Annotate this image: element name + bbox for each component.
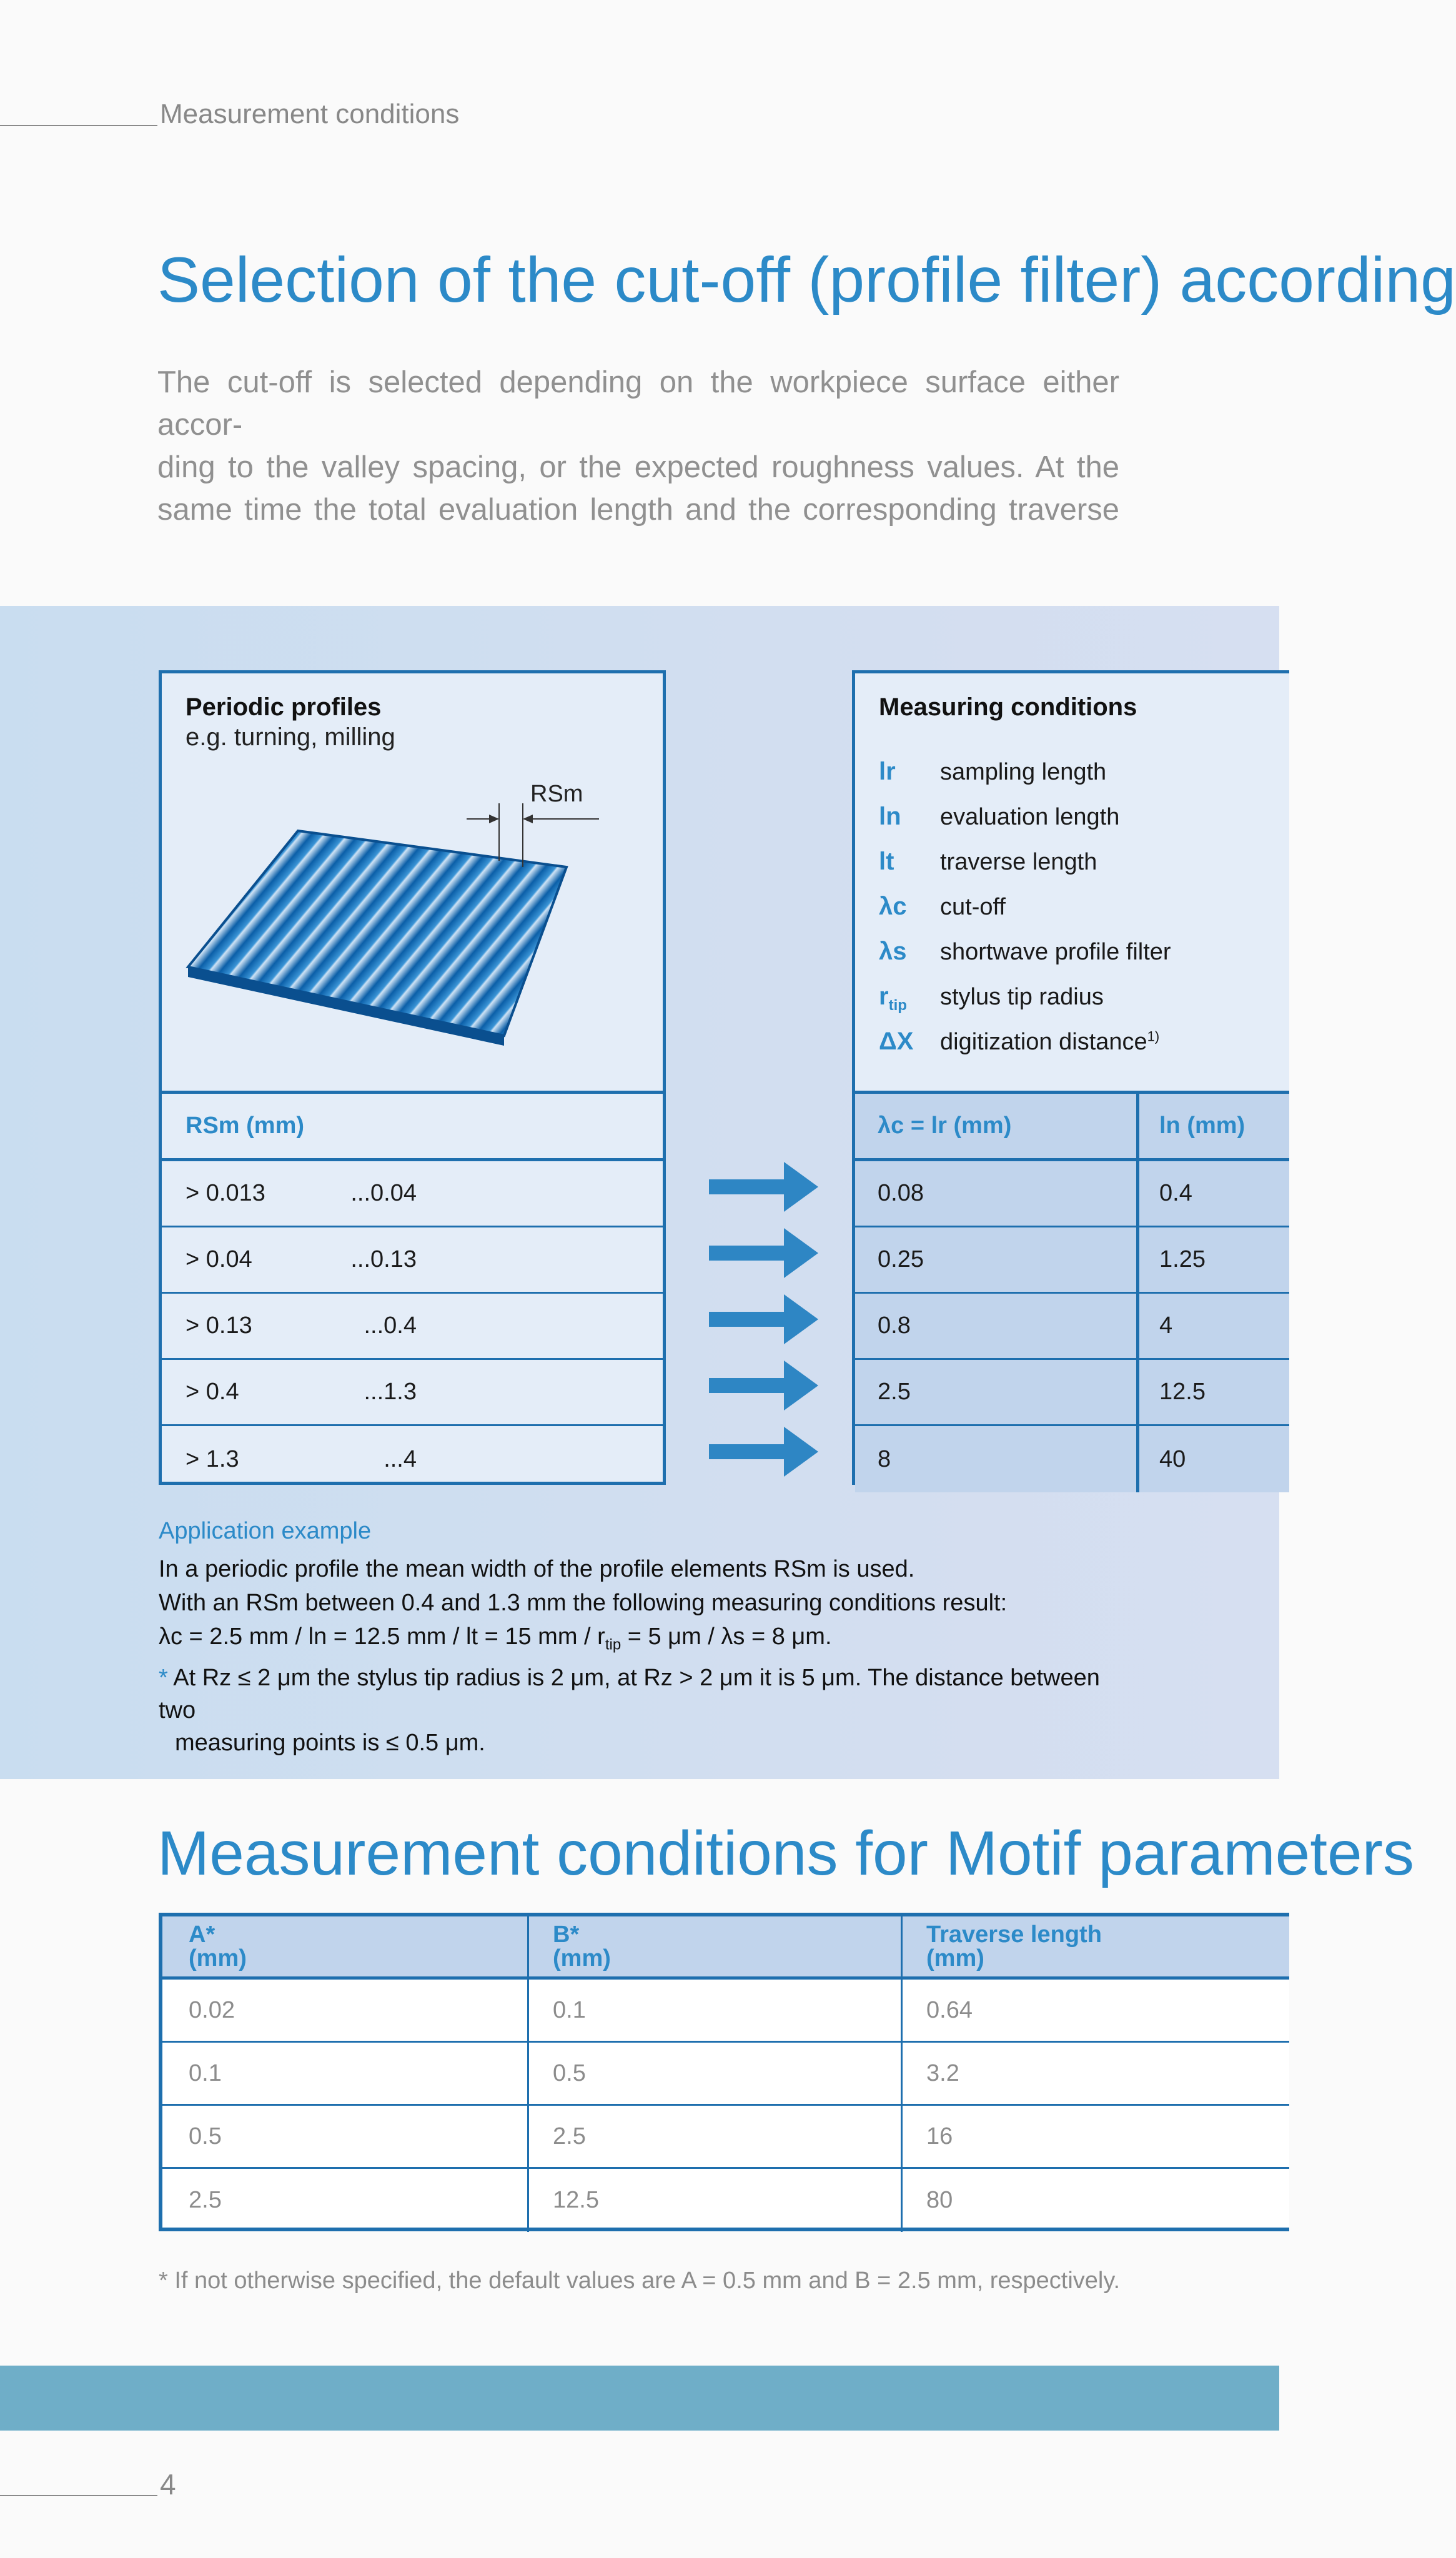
definition-item (879, 758, 1106, 786)
page-number: 4 (160, 2468, 176, 2501)
application-line: In a periodic profile the mean width of the profile elements RSm is used. (159, 1556, 915, 1582)
header-unit: (mm) (189, 1945, 247, 1971)
motif-row (162, 2106, 1289, 2169)
traverse-value: 0.64 (926, 1996, 973, 2023)
application-line3-a: λc = 2.5 mm / ln = 12.5 mm / lt = 15 mm / r (159, 1624, 605, 1650)
rsm-to: ...0.13 (350, 1246, 417, 1272)
a-value: 0.5 (162, 2106, 529, 2167)
application-line3-b: = 5 μm / λs = 8 μm. (621, 1624, 832, 1650)
motif-table-header (162, 1916, 1289, 1980)
footnote (159, 1662, 1133, 1759)
cutoff-value: 8 (855, 1426, 1139, 1492)
arrow-right-icon (709, 1162, 818, 1212)
b-value: 0.1 (529, 1980, 903, 2041)
symbol-subscript: tip (888, 997, 907, 1014)
rsm-from: > 0.04 (186, 1246, 252, 1272)
conditions-row (855, 1227, 1289, 1294)
rsm-from: > 0.013 (186, 1180, 265, 1206)
footnote-marker: 1) (1147, 1028, 1160, 1044)
rsm-to: ...4 (384, 1445, 417, 1472)
definition-symbol: ln (879, 803, 901, 830)
definition-symbol: ΔX (879, 1028, 914, 1055)
rsm-to: ...0.04 (350, 1180, 417, 1206)
intro-line: same time the total evaluation length and the corresponding traverse (157, 493, 1119, 527)
header-cutoff: λc = lr (mm) (855, 1094, 1139, 1158)
header-unit: (mm) (926, 1945, 984, 1971)
definition-text: cut-off (940, 894, 1006, 920)
footnote-star: * (159, 1665, 168, 1691)
ln-value: 40 (1159, 1445, 1186, 1472)
header-traverse (903, 1916, 1289, 1976)
traverse-value: 3.2 (926, 2060, 959, 2086)
conditions-row (855, 1161, 1289, 1227)
header-label: A* (189, 1921, 215, 1948)
b-value: 12.5 (529, 2169, 903, 2232)
rsm-arrowhead-left (489, 815, 499, 823)
rsm-row (162, 1426, 663, 1492)
header-label: B* (553, 1921, 580, 1948)
rsm-from: > 1.3 (186, 1445, 239, 1472)
definition-item (879, 983, 1104, 1014)
footnote-text-1: At Rz ≤ 2 μm the stylus tip radius is 2 μm, at Rz > 2 μm it is 5 μm. The distance between two (159, 1665, 1100, 1723)
ln-value: 12.5 (1159, 1379, 1206, 1405)
a-value: 2.5 (162, 2169, 529, 2232)
rsm-from: > 0.4 (186, 1379, 239, 1405)
intro-paragraph (157, 361, 1119, 531)
arrow-right-icon (709, 1361, 818, 1410)
rsm-to: ...0.4 (364, 1312, 417, 1339)
page-number-rule (0, 2495, 157, 2496)
traverse-value: 16 (926, 2123, 953, 2149)
cutoff-value: 0.8 (855, 1294, 1139, 1358)
ln-value: 1.25 (1159, 1246, 1206, 1272)
section-title: Measurement conditions for Motif parameters (157, 1818, 1414, 1888)
application-line3-sub: tip (605, 1636, 622, 1653)
rsm-row (162, 1227, 663, 1294)
rsm-arrowhead-right (523, 815, 533, 823)
motif-row (162, 2169, 1289, 2232)
header-a (162, 1916, 529, 1976)
definition-item (879, 893, 1006, 921)
panel-title: Periodic profiles (186, 693, 382, 721)
periodic-profiles-panel (159, 670, 666, 1485)
definition-text: shortwave profile filter (940, 939, 1171, 965)
rsm-column-header: RSm (mm) (162, 1094, 663, 1161)
header-label: Traverse length (926, 1921, 1102, 1948)
definition-symbol: λc (879, 893, 907, 920)
conditions-row (855, 1294, 1289, 1360)
symbol-base: r (879, 983, 889, 1010)
arrow-right-icon (709, 1427, 818, 1477)
definition-text: sampling length (940, 759, 1107, 785)
intro-line: The cut-off is selected depending on the workpiece surface either accor- (157, 365, 1119, 442)
measuring-conditions-panel (852, 670, 1289, 1485)
panel-subtitle: e.g. turning, milling (186, 723, 395, 751)
motif-row (162, 1980, 1289, 2043)
footnote-text-2: measuring points is ≤ 0.5 μm. (175, 1730, 485, 1756)
corrugated-surface-illustration (162, 673, 669, 1091)
panel-title: Measuring conditions (879, 693, 1137, 721)
b-value: 0.5 (529, 2043, 903, 2104)
intro-line: ding to the valley spacing, or the expected roughness values. At the (157, 450, 1119, 484)
arrow-right-icon (709, 1228, 818, 1278)
rsm-row (162, 1161, 663, 1227)
traverse-value: 80 (926, 2187, 953, 2213)
definition-symbol (879, 983, 940, 1014)
application-example-label: Application example (159, 1518, 372, 1544)
rsm-from: > 0.13 (186, 1312, 252, 1339)
definition-item (879, 1028, 1159, 1056)
b-value: 2.5 (529, 2106, 903, 2167)
conditions-row (855, 1426, 1289, 1492)
header-rule (0, 125, 157, 126)
conditions-table-header (855, 1094, 1289, 1161)
rsm-to: ...1.3 (364, 1379, 417, 1405)
cutoff-value: 0.25 (855, 1227, 1139, 1292)
surface-top (188, 831, 567, 1036)
definition-item (879, 938, 1171, 966)
motif-table (159, 1913, 1289, 2231)
definition-text: digitization distance (940, 1029, 1147, 1055)
default-values-note: * If not otherwise specified, the default values are A = 0.5 mm and B = 2.5 mm, respectively. (159, 2268, 1121, 2294)
cutoff-value: 2.5 (855, 1360, 1139, 1424)
header-b (529, 1916, 903, 1976)
ln-value: 0.4 (1159, 1180, 1192, 1206)
definition-symbol: lr (879, 758, 896, 785)
section-header: Measurement conditions (160, 99, 460, 129)
rsm-row (162, 1360, 663, 1426)
definition-item (879, 803, 1119, 831)
ln-value: 4 (1159, 1312, 1173, 1339)
rsm-label: RSm (530, 781, 583, 807)
cutoff-value: 0.08 (855, 1161, 1139, 1226)
conditions-row (855, 1360, 1289, 1426)
header-unit: (mm) (553, 1945, 611, 1971)
header-ln: ln (mm) (1159, 1113, 1246, 1139)
application-example-text (159, 1552, 1258, 1662)
application-line: With an RSm between 0.4 and 1.3 mm the following measuring conditions result: (159, 1590, 1008, 1616)
a-value: 0.1 (162, 2043, 529, 2104)
definition-text: traverse length (940, 849, 1097, 875)
page-title: Selection of the cut-off (profile filter) according (157, 244, 1456, 315)
footnote-line (159, 1662, 1133, 1727)
definitions-list (855, 673, 1289, 1094)
profile-figure (162, 673, 663, 1094)
definition-text: evaluation length (940, 804, 1120, 830)
bottom-band (0, 2366, 1279, 2431)
a-value: 0.02 (162, 1980, 529, 2041)
definition-symbol: λs (879, 938, 907, 965)
motif-row (162, 2043, 1289, 2106)
application-line (159, 1620, 1258, 1662)
definition-text: stylus tip radius (940, 984, 1104, 1010)
arrow-right-icon (709, 1294, 818, 1344)
rsm-row (162, 1294, 663, 1360)
definition-symbol: lt (879, 848, 894, 875)
definition-item (879, 848, 1097, 876)
